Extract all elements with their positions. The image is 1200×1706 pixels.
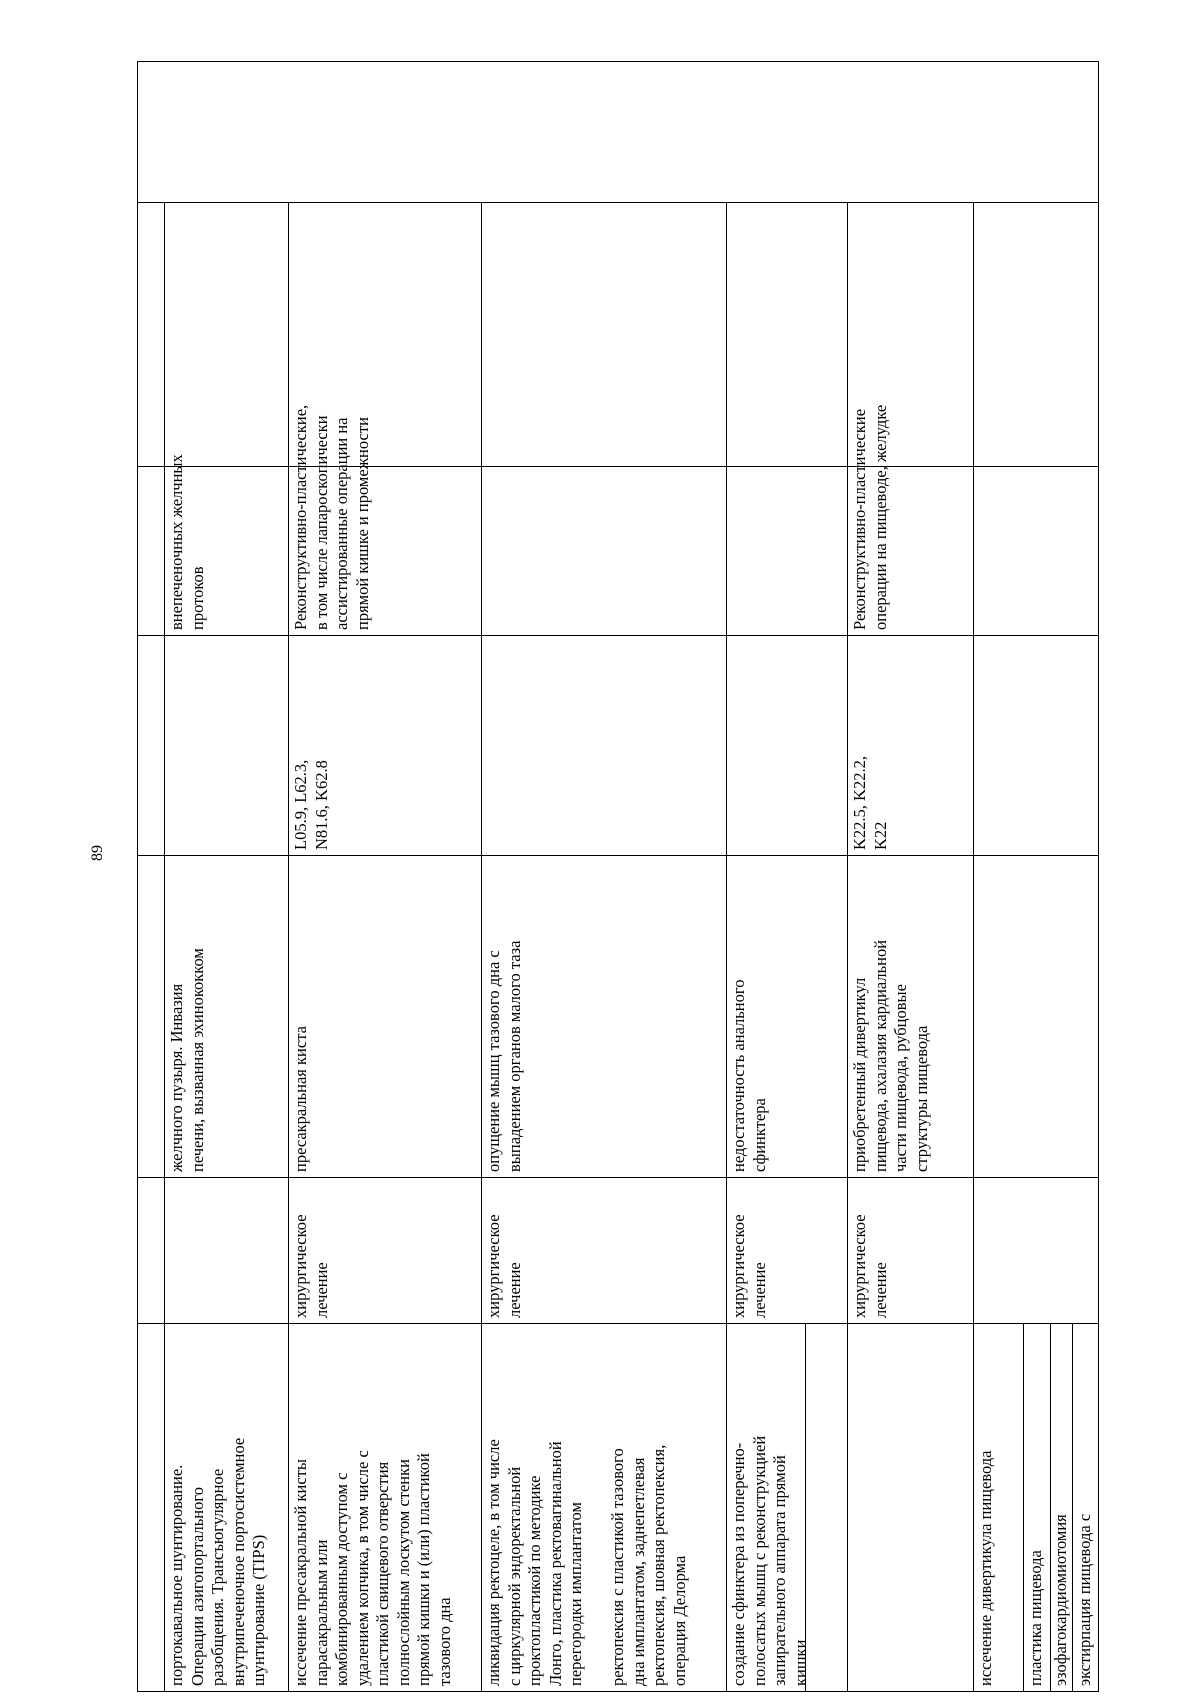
disease-cell: пресакральная киста <box>291 1026 310 1172</box>
treatment-cell: хирургическое лечение <box>729 1214 769 1318</box>
treatment-cell: хирургическое лечение <box>484 1214 524 1318</box>
profile-cell: внепеченочных желчных протоков <box>167 454 207 630</box>
treatment-cell: хирургическое лечение <box>291 1214 331 1318</box>
method-cell: ликвидация ректоцеле, в том числе с циркулярной эндоректальной проктопластикой по методике Лонго, пластика ректовагинальной перегородки имплантатом <box>484 1439 585 1686</box>
treatment-cell: хирургическое лечение <box>850 1214 890 1318</box>
disease-cell: приобретенный дивертикул пищевода, ахалазия кардиальной части пищевода, рубцовые структуры пищевода <box>850 939 931 1172</box>
profile-cell: Реконструктивно-пластические операции на пищеводе, желудке <box>850 404 890 630</box>
codes-cell: L05.9, L62.3, N81.6, K62.8 <box>291 759 331 850</box>
method-cell: иссечение пресакральной кисты парасакральным или комбинированным доступом с удалением копчика, в том числе с пластикой свищевого отверстия полнослойным лоскутом стенки прямой кишки и (или) пластикой тазового дна <box>291 1450 454 1686</box>
page-number: 89 <box>89 845 106 861</box>
profile-cell: Реконструктивно-пластические, в том числе лапароскопически ассистированные операции на прямой кишке и промежности <box>291 404 372 630</box>
disease-cell: желчного пузыря. Инвазия печени, вызванная эхинококком <box>167 948 207 1172</box>
method-cell: пластика пищевода <box>1026 1550 1045 1686</box>
codes-cell: K22.5, K22.2, K22 <box>850 756 890 850</box>
disease-cell: опущение мышц тазового дна с выпадением органов малого таза <box>484 940 524 1172</box>
method-cell: экстирпация пищевода с <box>1075 1513 1094 1686</box>
method-cell: создание сфинктера из поперечно- полосатых мышц с реконструкцией запирательного аппарата прямой кишки <box>729 1435 810 1686</box>
table-border-bottom <box>1098 61 1099 1692</box>
table-border-top <box>137 61 138 1692</box>
rotated-table <box>137 61 1099 1692</box>
method-cell: портокавальное шунтирование. Операции азигопортального разобщения. Трансъюгулярное внутрипеченочное портосистемное шунтирование (TIPS) <box>167 1437 268 1686</box>
method-cell: иссечение дивертикула пищевода <box>976 1450 995 1686</box>
table-border-right <box>137 61 1099 62</box>
method-cell: эзофагокардиомиотомия <box>1051 1514 1070 1686</box>
disease-cell: недостаточность анального сфинктера <box>729 979 769 1172</box>
method-cell: ректопексия с пластикой тазового дна имплантатом, заднепетлевая ректопексия, шовная ректопексия, операция Делорма <box>608 1444 689 1686</box>
